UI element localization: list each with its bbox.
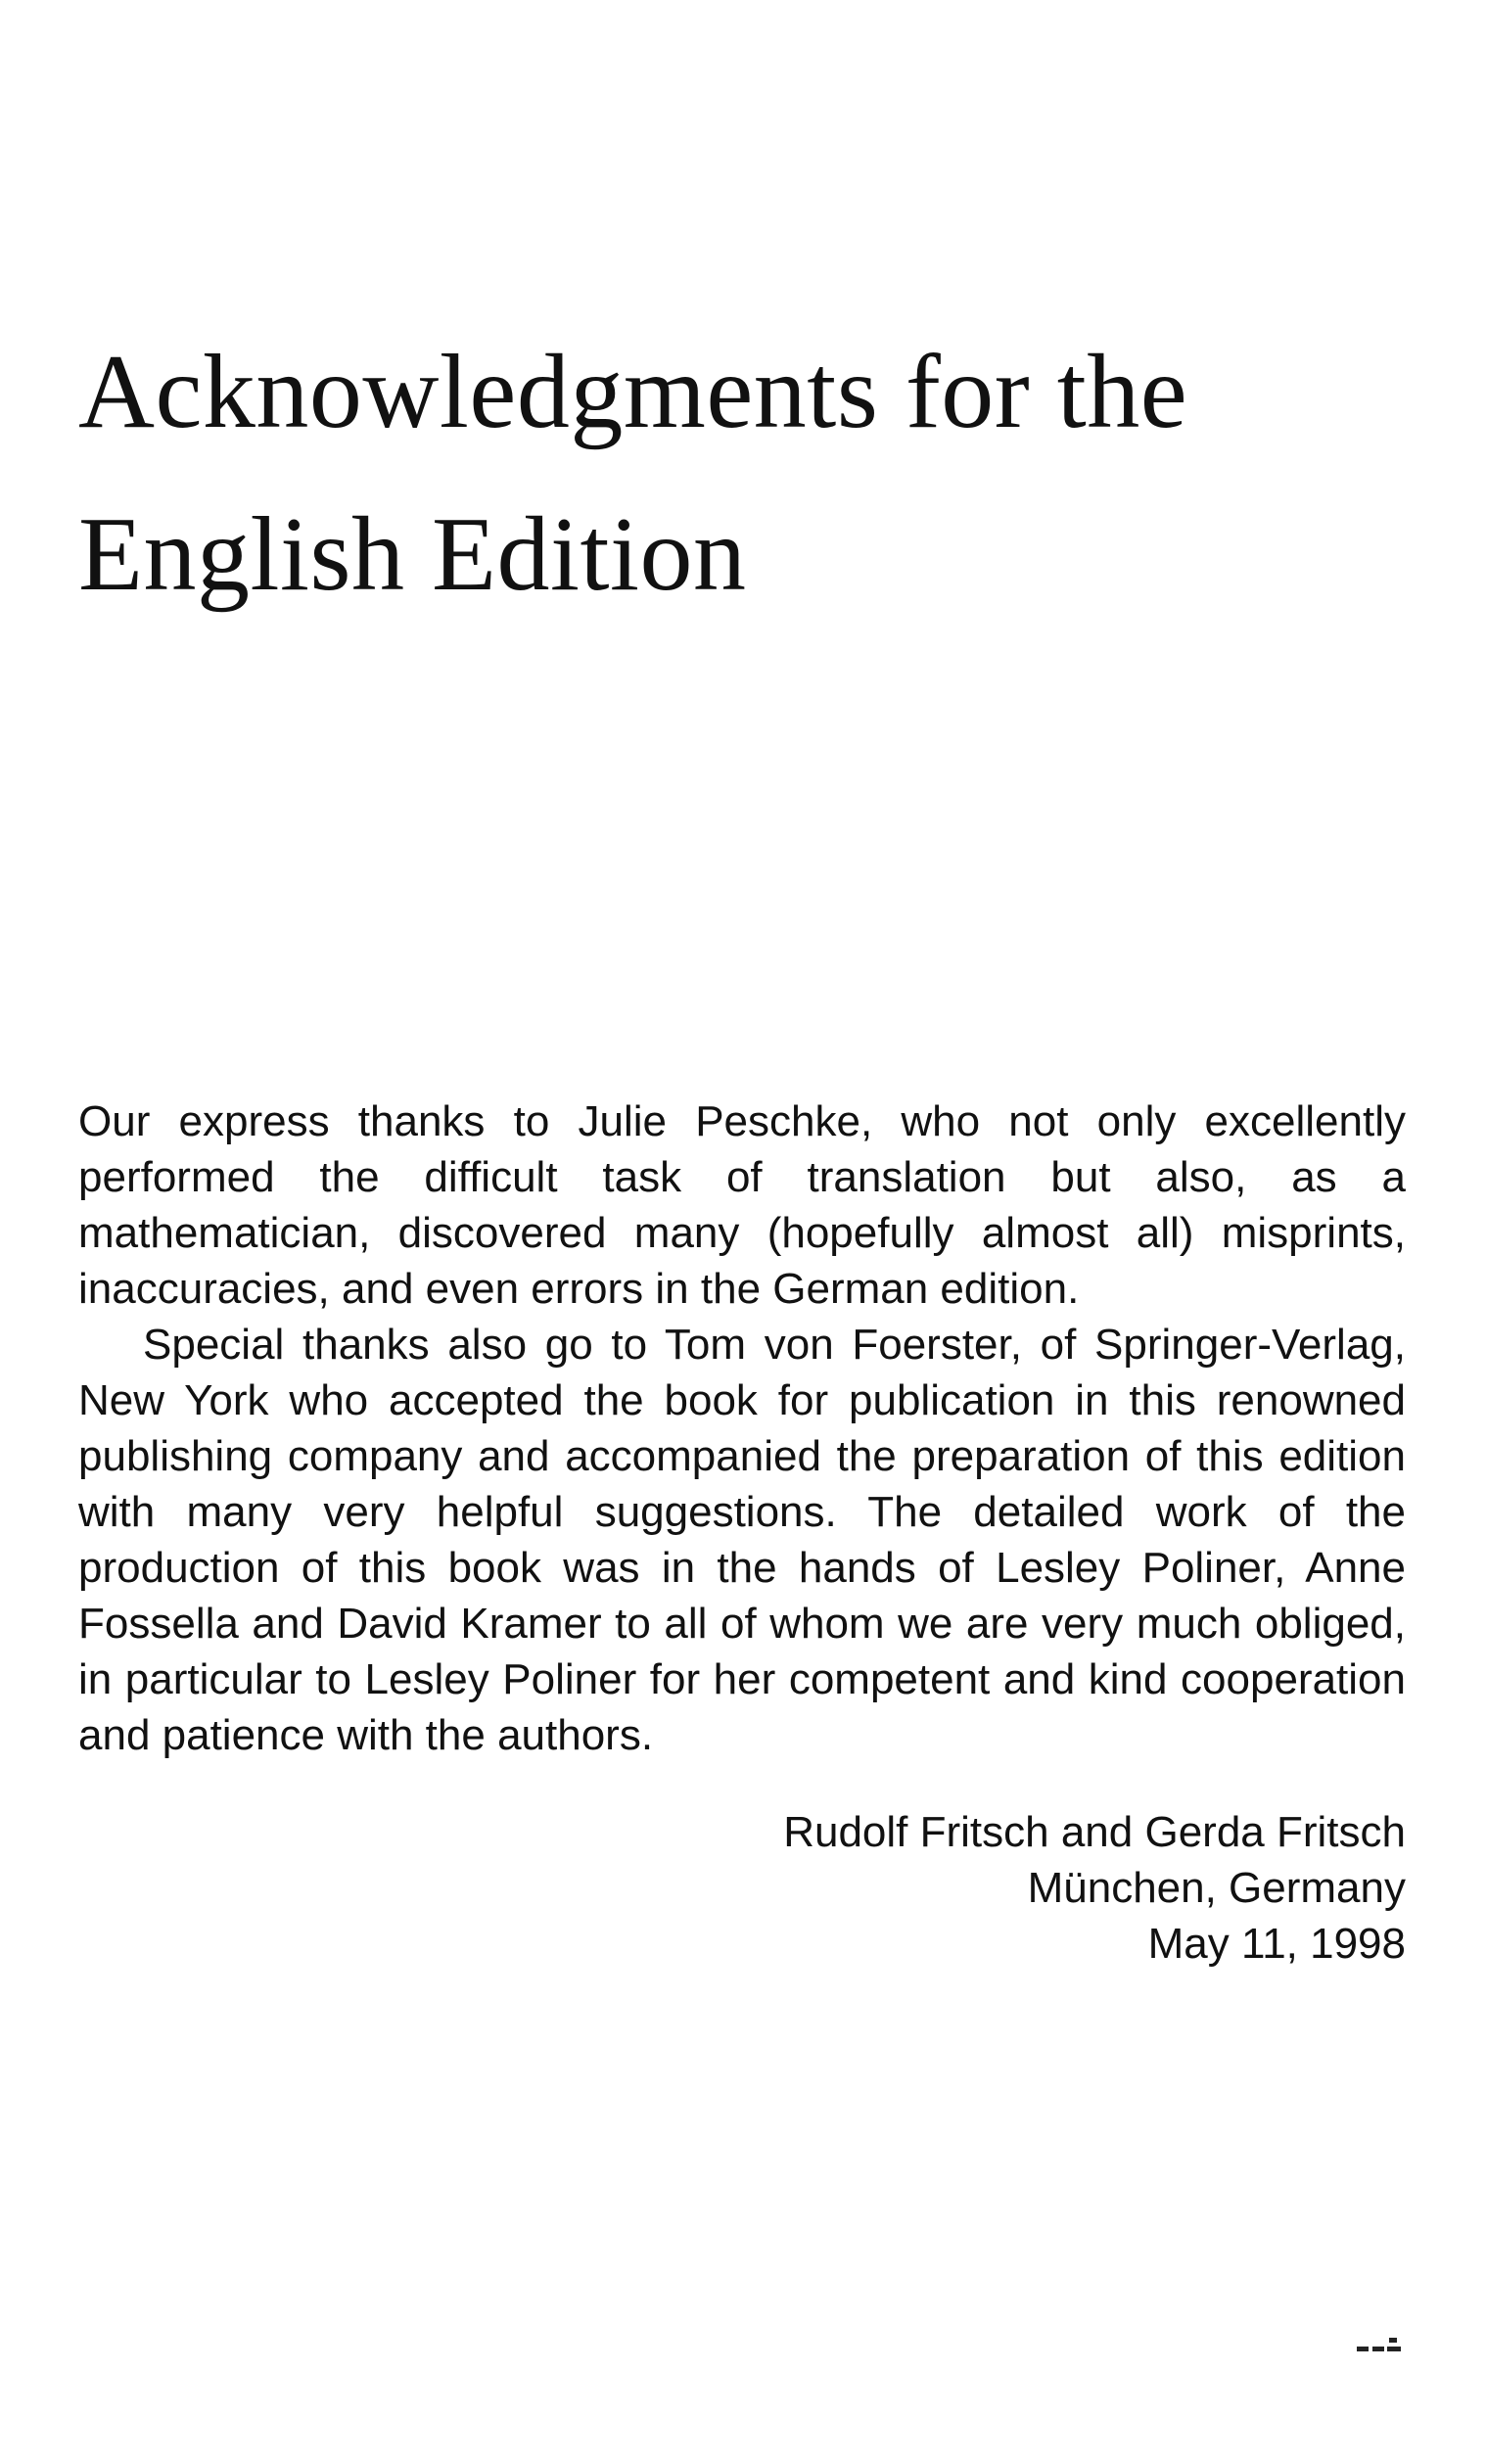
page-ornament-mark	[1357, 2338, 1406, 2355]
title-line-2: English Edition	[78, 496, 747, 613]
signature-block	[783, 1804, 1406, 1972]
paragraph-translation-thanks: Our express thanks to Julie Peschke, who not only excellently performed the difficult task of translation but also, as a mathematician, discovered many (hopefully almost all) misprints, inaccuracies, and even errors in the German edition.	[78, 1097, 1406, 1313]
title-line-1: Acknowledgments for the	[78, 334, 1188, 450]
signature-place: München, Germany	[1027, 1864, 1406, 1912]
page-title	[78, 311, 1429, 636]
signature-names: Rudolf Fritsch and Gerda Fritsch	[783, 1808, 1406, 1856]
signature-date: May 11, 1998	[1147, 1920, 1406, 1968]
body-text	[78, 1093, 1406, 1763]
paragraph-publisher-thanks: Special thanks also go to Tom von Foerster, of Springer-Verlag, New York who accepted the book for publication in this renowned publishing company and accompanied the preparation of this edition with many very helpful suggestions. The detailed work of the production of this book was in the hands of Lesley Poliner, Anne Fossella and David Kramer to all of whom we are very much obliged, in particular to Lesley Poliner for her competent and kind cooperation and patience with the authors.	[78, 1321, 1406, 1759]
